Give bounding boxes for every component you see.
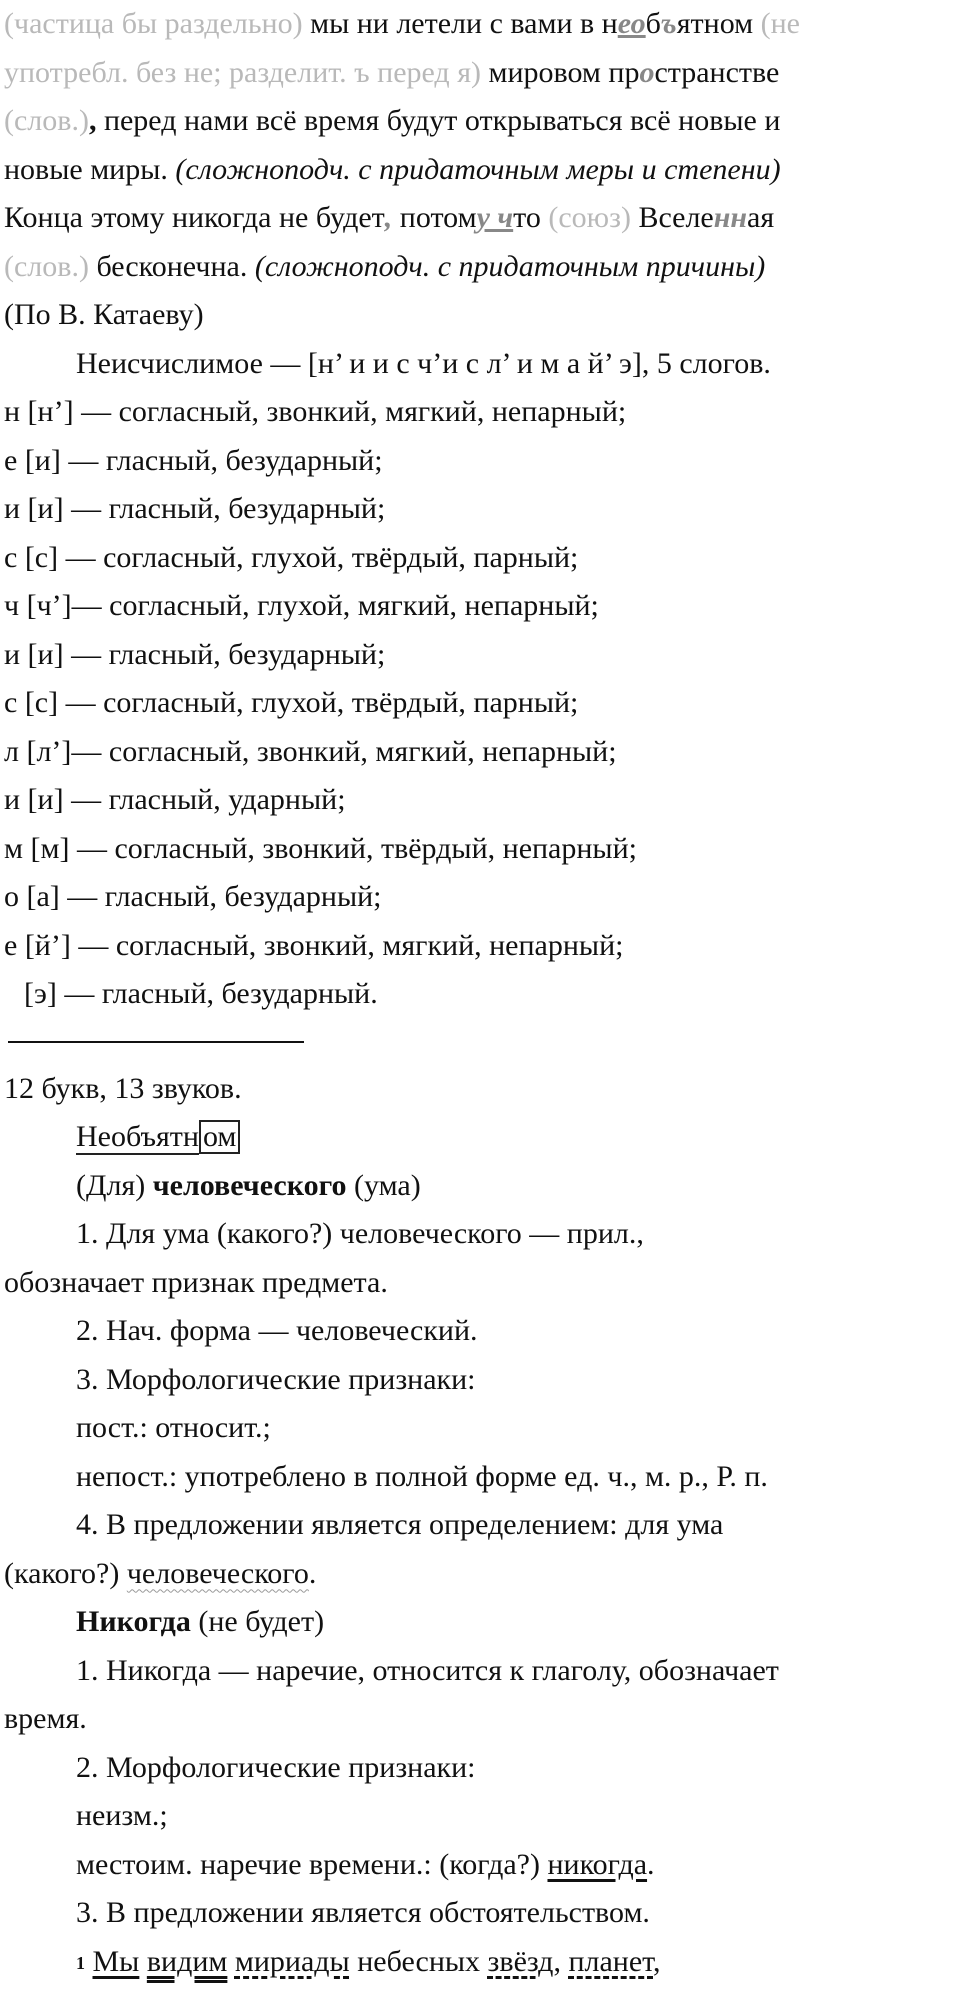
- text: небесных: [349, 1944, 488, 1978]
- text: ятном: [676, 7, 754, 40]
- text: (ума): [346, 1168, 421, 1202]
- adj-point-4: 4. В предложении является определением: для ума: [76, 1508, 724, 1541]
- punctuation: ,: [384, 201, 393, 234]
- text: ,: [553, 1944, 569, 1978]
- text-line-4: [4, 146, 956, 195]
- text: б: [645, 7, 661, 40]
- adv-constant: неизм.;: [76, 1799, 168, 1832]
- adj-point-3: 3. Морфологические признаки:: [76, 1362, 476, 1396]
- subject-word: Мы: [92, 1944, 140, 1978]
- text: мировом пр: [480, 55, 640, 89]
- object-word: мириады: [234, 1944, 350, 1978]
- text: .: [647, 1847, 655, 1881]
- text: бесконечна.: [88, 249, 255, 283]
- phonetic-row: с [с] — согласный, глухой, твёрдый, парный;: [4, 686, 579, 719]
- annotation: (сложноподч. с придаточным меры и степени): [175, 152, 781, 186]
- text-line-6: [4, 243, 956, 292]
- highlight: нн: [713, 201, 748, 234]
- analyzed-word: Никогда: [76, 1605, 191, 1638]
- highlight: ео: [617, 7, 646, 40]
- punctuation: ,: [88, 104, 97, 137]
- phonetic-row: [э] — гласный, безударный.: [24, 977, 378, 1010]
- text: перед нами всё время будут открываться всё новые и: [96, 104, 781, 137]
- phonetic-row: ч [ч’]— согласный, глухой, мягкий, непарный;: [4, 589, 599, 622]
- phonetic-row: о [а] — гласный, безударный;: [4, 880, 382, 913]
- text: ая: [747, 201, 775, 234]
- morpheme-analysis: [4, 1113, 956, 1162]
- annotation: (сложноподч. с придаточным причины): [254, 249, 766, 283]
- analyzed-word: человеческого: [152, 1168, 347, 1202]
- text: (Для): [76, 1168, 153, 1202]
- phonetic-row: е [и] — гласный, безударный;: [4, 443, 383, 477]
- phonetic-row: е [й’] — согласный, звонкий, мягкий, непарный;: [4, 928, 624, 962]
- text: странстве: [654, 55, 780, 89]
- adj-point-4-cont: [4, 1550, 956, 1599]
- adv-category: [4, 1841, 956, 1890]
- adj-heading: [4, 1162, 956, 1211]
- adj-point-1: 1. Для ума (какого?) человеческого — прил.,: [76, 1217, 644, 1250]
- adv-point-3: 3. В предложении является обстоятельством.: [76, 1896, 650, 1929]
- text: .: [308, 1556, 317, 1590]
- text-line-5: [4, 194, 956, 243]
- note: употребл. без не; разделит. ъ перед я): [4, 55, 481, 89]
- adj-point-1-cont: обозначает признак предмета.: [4, 1265, 388, 1299]
- note: (союз): [540, 201, 631, 234]
- phonetic-row: л [л’]— согласный, звонкий, мягкий, непарный;: [4, 734, 617, 768]
- morpheme-word: [76, 1113, 240, 1162]
- note: (частица бы раздельно): [4, 7, 303, 40]
- text-line-2: [4, 49, 956, 98]
- word-ending: ом: [199, 1120, 240, 1154]
- text-line-3: [4, 97, 956, 146]
- predicate-word: видим: [146, 1944, 228, 1978]
- separator: [8, 1041, 304, 1043]
- text: местоим. наречие времени.: (когда?): [76, 1847, 548, 1881]
- note: (не: [753, 7, 800, 40]
- object-word: планет: [568, 1944, 654, 1978]
- text: Конца этому никогда не будет: [4, 201, 385, 234]
- highlight: у ч: [476, 201, 514, 234]
- underlined-word: человеческого: [126, 1556, 309, 1590]
- note: (слов.): [4, 104, 89, 137]
- highlight: ъ: [660, 7, 677, 40]
- phonetic-row: и [и] — гласный, безударный;: [4, 492, 386, 525]
- adj-constant: пост.: относит.;: [76, 1411, 271, 1444]
- count-line: 12 букв, 13 звуков.: [4, 1071, 242, 1105]
- adv-point-2: 2. Морфологические признаки:: [76, 1750, 476, 1784]
- note: (слов.): [4, 249, 89, 283]
- transcription-line: Неисчислимое — [н’ и и с ч’и с л’ и м а й’ э], 5 слогов.: [76, 346, 771, 380]
- adv-point-1: 1. Никогда — наречие, относится к глаголу, обозначает: [76, 1653, 779, 1687]
- phonetic-row: и [и] — гласный, безударный;: [4, 637, 386, 671]
- text: (какого?): [4, 1556, 127, 1590]
- text: потом: [392, 201, 477, 234]
- sentence-number: 1: [76, 1952, 85, 1973]
- word-base: Необъятн: [76, 1120, 199, 1153]
- text: ,: [653, 1944, 661, 1978]
- phonetic-row: и [и] — гласный, ударный;: [4, 783, 346, 816]
- adj-variable: непост.: употреблено в полной форме ед. ч., м. р., Р. п.: [76, 1459, 768, 1493]
- phonetic-row: н [н’] — согласный, звонкий, мягкий, непарный;: [4, 395, 627, 428]
- text: то: [513, 201, 541, 234]
- phonetic-row: с [с] — согласный, глухой, твёрдый, парный;: [4, 540, 579, 574]
- adj-point-2: 2. Нач. форма — человеческий.: [76, 1314, 478, 1347]
- underlined-word: никогда: [547, 1847, 648, 1881]
- text-line-1: [4, 0, 956, 49]
- text: Вселе: [630, 201, 714, 234]
- object-word: звёзд: [487, 1944, 554, 1978]
- text: мы ни летели с вами в н: [302, 7, 618, 40]
- highlight: о: [639, 55, 655, 89]
- phonetic-row: м [м] — согласный, звонкий, твёрдый, непарный;: [4, 831, 637, 865]
- adv-heading: [4, 1598, 956, 1647]
- text: новые миры.: [4, 152, 176, 186]
- adv-point-1-cont: время.: [4, 1702, 87, 1735]
- source-line: (По В. Катаеву): [4, 298, 204, 331]
- sentence-analysis: [4, 1938, 956, 1987]
- text: (не будет): [190, 1605, 325, 1638]
